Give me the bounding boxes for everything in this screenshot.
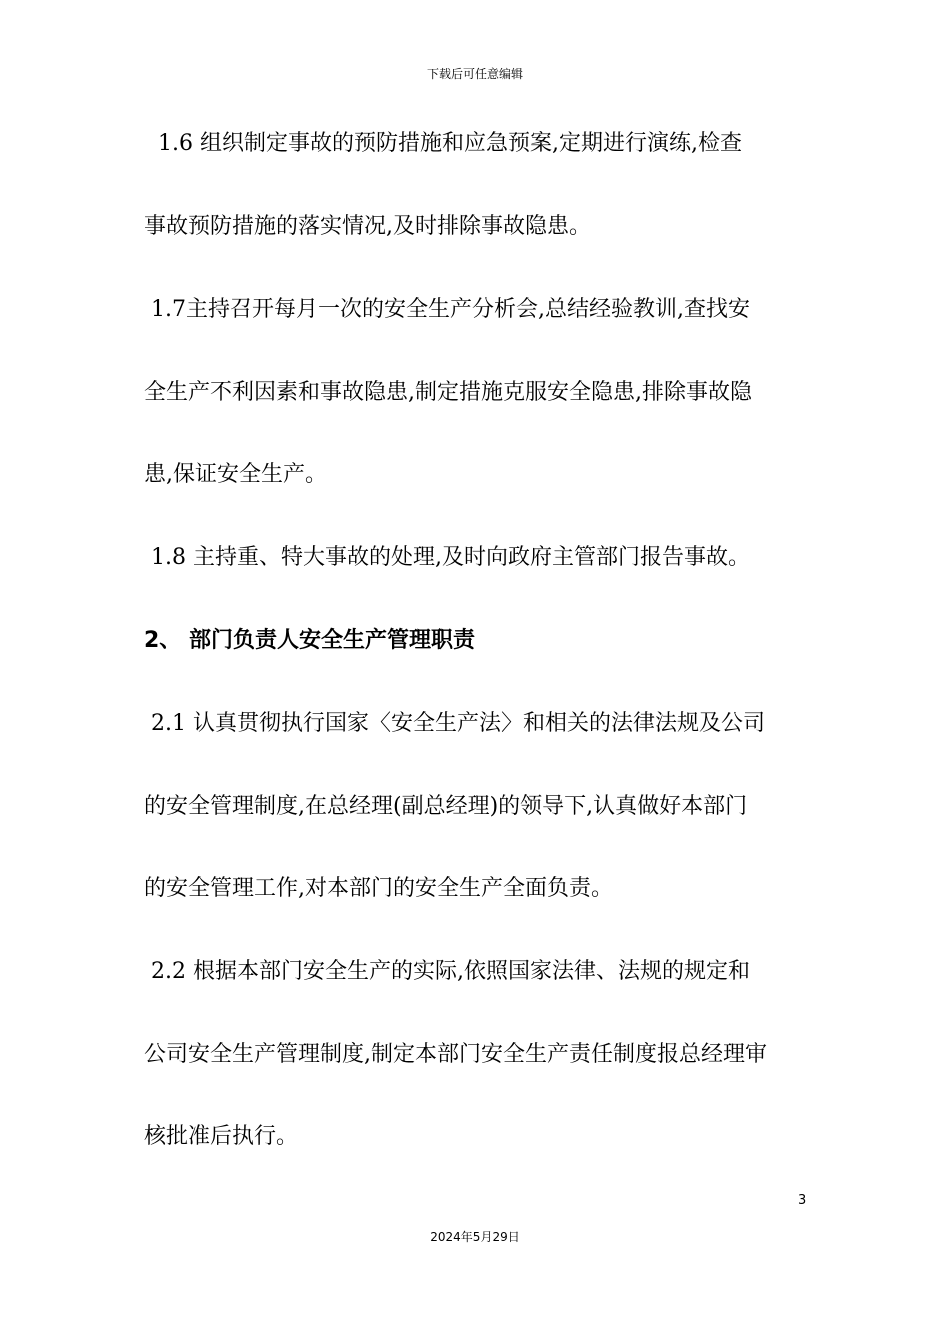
body-line: 1.7主持召开每月一次的安全生产分析会,总结经验教训,查找安 xyxy=(144,297,750,322)
body-line: 的安全管理制度,在总经理(副总经理)的领导下,认真做好本部门 xyxy=(144,794,748,819)
body-line: 2.2 根据本部门安全生产的实际,依照国家法律、法规的规定和 xyxy=(144,959,750,984)
body-line: 全生产不利因素和事故隐患,制定措施克服安全隐患,排除事故隐 xyxy=(144,380,752,405)
body-line: 的安全管理工作,对本部门的安全生产全面负责。 xyxy=(144,876,613,901)
footer-date: 2024年5月29日 xyxy=(430,1230,520,1244)
body-line: 核批准后执行。 xyxy=(144,1124,299,1149)
body-line: 1.8 主持重、特大事故的处理,及时向政府主管部门报告事故。 xyxy=(144,545,750,570)
body-line: 2.1 认真贯彻执行国家〈安全生产法〉和相关的法律法规及公司 xyxy=(144,711,765,736)
page-header: 下载后可任意编辑 xyxy=(426,67,523,81)
body-line: 事故预防措施的落实情况,及时排除事故隐患。 xyxy=(144,214,591,239)
body-line: 公司安全生产管理制度,制定本部门安全生产责任制度报总经理审 xyxy=(144,1042,767,1067)
body-line: 患,保证安全生产。 xyxy=(144,462,327,487)
page-number: 3 xyxy=(798,1193,807,1208)
section-heading: 2、 部门负责人安全生产管理职责 xyxy=(144,628,475,653)
body-line: 1.6 组织制定事故的预防措施和应急预案,定期进行演练,检查 xyxy=(144,131,742,156)
